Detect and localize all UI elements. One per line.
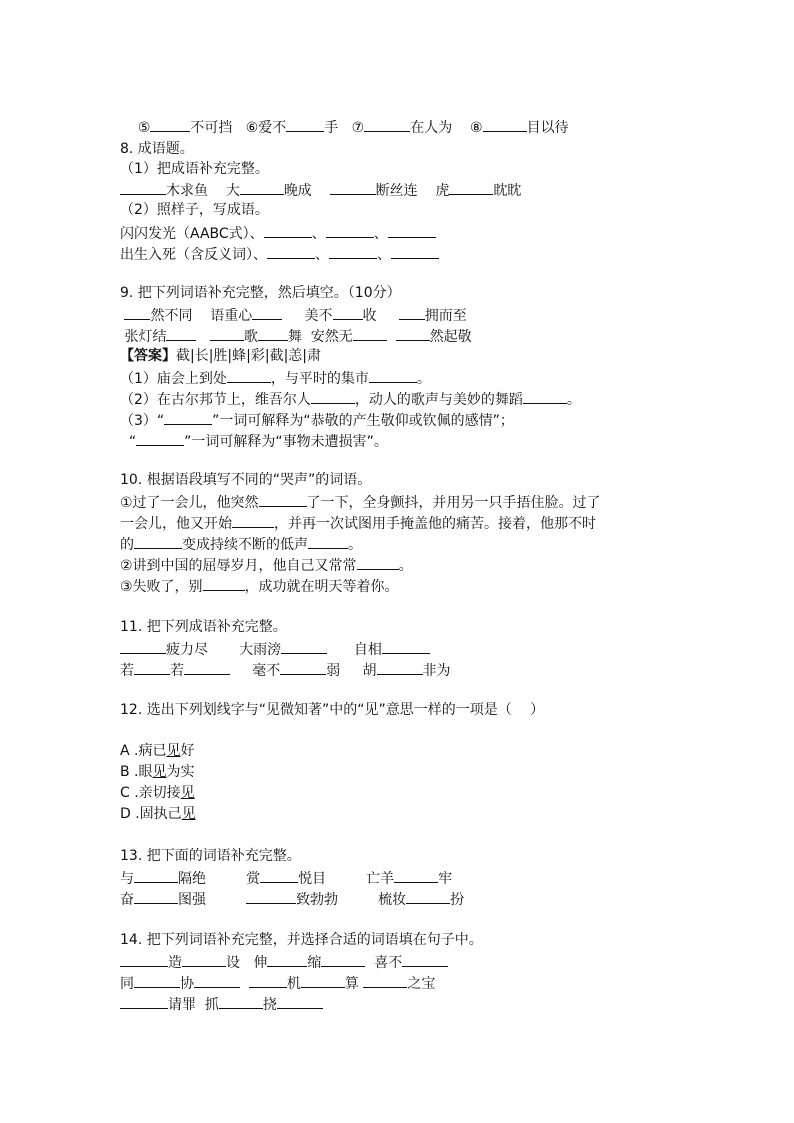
text: 算 xyxy=(344,976,359,992)
q9-line1 xyxy=(120,367,431,389)
blank[interactable] xyxy=(134,533,182,549)
blank[interactable] xyxy=(363,972,407,988)
blank[interactable] xyxy=(329,243,377,259)
q9-row1 xyxy=(120,304,467,326)
blank[interactable] xyxy=(210,325,244,341)
answer-label: 【答案】 xyxy=(120,348,176,364)
blank[interactable] xyxy=(259,491,307,507)
text: 了一下，全身颤抖，并用另一只手捂住脸。过了 xyxy=(306,495,601,511)
text: 伸 xyxy=(253,955,268,971)
blank[interactable] xyxy=(134,659,170,675)
blank[interactable] xyxy=(136,430,184,446)
q9-line3 xyxy=(120,409,514,431)
q8-row1 xyxy=(120,179,521,201)
text: 为实 xyxy=(166,764,195,780)
q14-row2 xyxy=(120,972,435,994)
text: 、 xyxy=(315,247,329,263)
q10-title: 10. 根据语段填写不同的“哭声”的词语。 xyxy=(120,472,372,488)
text: 一会儿，他又开始 xyxy=(120,516,232,532)
text: 。 xyxy=(398,558,413,574)
text: “ xyxy=(128,434,137,450)
text: 协 xyxy=(180,976,194,992)
text: A .病已 xyxy=(120,743,167,759)
blank[interactable] xyxy=(301,972,345,988)
text: 。 xyxy=(566,392,581,408)
blank[interactable] xyxy=(258,325,288,341)
text: D .固执己 xyxy=(120,806,182,822)
text: 毫不 xyxy=(252,663,281,679)
circle-7: ⑦ xyxy=(351,120,365,136)
circle-8: ⑧ xyxy=(470,120,483,136)
q13-title: 13. 把下面的词语补充完整。 xyxy=(120,848,301,864)
text: 扮 xyxy=(450,892,465,908)
text: （3）“ xyxy=(120,413,165,429)
blank[interactable] xyxy=(194,972,240,988)
text: 在人为 xyxy=(410,120,453,136)
text: C .亲切接 xyxy=(120,785,181,801)
blank[interactable] xyxy=(249,972,287,988)
blank[interactable] xyxy=(377,659,423,675)
q9-row2 xyxy=(120,325,472,347)
text: 、 xyxy=(311,226,326,242)
text: 安然无 xyxy=(310,329,353,345)
text: 致勃勃 xyxy=(296,892,339,908)
blank[interactable] xyxy=(382,638,430,654)
blank[interactable] xyxy=(523,388,567,404)
blank[interactable] xyxy=(394,867,438,883)
blank[interactable] xyxy=(182,951,226,967)
blank[interactable] xyxy=(134,867,178,883)
q9-line2 xyxy=(120,388,581,410)
blank[interactable] xyxy=(264,222,312,238)
blank[interactable] xyxy=(369,367,417,383)
q10-line2 xyxy=(120,512,596,534)
blank[interactable] xyxy=(120,179,166,195)
text: 非为 xyxy=(422,663,451,679)
q12-option-d[interactable] xyxy=(120,804,196,824)
blank[interactable] xyxy=(308,533,348,549)
blank[interactable] xyxy=(240,179,284,195)
blank[interactable] xyxy=(311,388,355,404)
text: 机 xyxy=(286,976,301,992)
blank[interactable] xyxy=(134,888,178,904)
blank[interactable] xyxy=(267,243,315,259)
text: ①过了一会儿，他突然 xyxy=(120,495,259,511)
text: 自相 xyxy=(353,642,382,658)
text: 造 xyxy=(168,955,182,971)
text: 隔绝 xyxy=(178,871,206,887)
q11-title: 11. 把下列成语补充完整。 xyxy=(120,619,287,635)
text: 疲力尽 xyxy=(166,642,208,658)
text: 缩 xyxy=(307,955,322,971)
text: ③失败了，别 xyxy=(120,579,203,595)
text: 语重心 xyxy=(210,308,253,324)
blank[interactable] xyxy=(252,304,282,320)
blank[interactable] xyxy=(326,222,374,238)
text: 牢 xyxy=(438,871,453,887)
text: 好 xyxy=(180,743,195,759)
blank[interactable] xyxy=(330,179,376,195)
blank[interactable] xyxy=(449,179,493,195)
answer-text: 截|长|胜|蜂|彩|截|恙|肃 xyxy=(176,348,322,364)
q12-option-a[interactable] xyxy=(120,741,194,761)
blank[interactable] xyxy=(286,116,324,132)
text: ，并再一次试图用手掩盖他的痛苦。接着，他那不时 xyxy=(274,516,596,532)
blank[interactable] xyxy=(203,575,245,591)
text: 喜不 xyxy=(374,955,403,971)
blank[interactable] xyxy=(267,951,307,967)
text: 大雨滂 xyxy=(239,642,282,658)
q10-line1 xyxy=(120,491,601,513)
q14-title: 14. 把下列词语补充完整，并选择合适的词语填在句子中。 xyxy=(120,932,483,948)
text: 。 xyxy=(416,371,431,387)
blank[interactable] xyxy=(134,972,180,988)
text: 、 xyxy=(377,247,391,263)
q12-title: 12. 选出下列划线字与“见微知著”中的“见”意思一样的一项是（ ） xyxy=(120,702,545,718)
blank[interactable] xyxy=(321,951,365,967)
q9-line4 xyxy=(120,430,388,452)
text: 虎 xyxy=(435,183,450,199)
text: 木求鱼 xyxy=(166,183,208,199)
text: B .眼 xyxy=(120,764,153,780)
underlined-char: 见 xyxy=(166,743,181,759)
text: ，动人的歌声与美妙的舞蹈 xyxy=(354,392,523,408)
blank[interactable] xyxy=(388,222,436,238)
blank[interactable] xyxy=(164,409,212,425)
q11-row1 xyxy=(120,638,430,660)
text: ”一词可解释为“事物未遭损害”。 xyxy=(184,434,388,450)
blank[interactable] xyxy=(280,659,326,675)
underlined-char: 见 xyxy=(181,806,196,822)
text: ，与平时的集市 xyxy=(270,371,369,387)
q12-option-b[interactable] xyxy=(120,762,195,782)
text: 胡 xyxy=(362,663,377,679)
text: （1）庙会上到处 xyxy=(120,371,227,387)
text: 。 xyxy=(348,537,362,553)
blank[interactable] xyxy=(232,512,274,528)
blank[interactable] xyxy=(396,325,430,341)
text: 然不同 xyxy=(150,308,193,324)
text: 的 xyxy=(120,537,134,553)
q10-line4 xyxy=(120,554,413,576)
q11-row2 xyxy=(120,659,451,681)
text: 美不 xyxy=(304,308,333,324)
blank[interactable] xyxy=(219,993,263,1009)
q9-answer xyxy=(120,346,321,366)
q8-ex2 xyxy=(120,243,439,265)
blank[interactable] xyxy=(166,325,196,341)
q10-line3 xyxy=(120,533,362,555)
circle-5: ⑤ xyxy=(137,120,151,136)
blank[interactable] xyxy=(402,951,448,967)
text: 变成持续不断的低声 xyxy=(182,537,308,553)
text: 不可挡 xyxy=(190,120,233,136)
text: 与 xyxy=(120,871,134,887)
blank[interactable] xyxy=(353,325,387,341)
blank[interactable] xyxy=(399,304,425,320)
text: 若 xyxy=(120,663,134,679)
q10-line5 xyxy=(120,575,399,597)
text: 亡羊 xyxy=(366,871,395,887)
text: （2）在古尔邦节上，维吾尔人 xyxy=(120,392,311,408)
text: 、 xyxy=(373,226,388,242)
blank[interactable] xyxy=(184,659,230,675)
q8-sub2: （2）照样子，写成语。 xyxy=(120,202,269,218)
blank[interactable] xyxy=(277,993,323,1009)
text: 奋 xyxy=(120,892,134,908)
text: 舞 xyxy=(287,329,302,345)
q14-row3 xyxy=(120,993,323,1015)
text: 若 xyxy=(170,663,184,679)
blank[interactable] xyxy=(406,888,450,904)
text: 闪闪发光（AABC式）、 xyxy=(120,226,264,242)
text: 同 xyxy=(120,976,134,992)
q13-row2 xyxy=(120,888,464,910)
blank[interactable] xyxy=(333,304,363,320)
underlined-char: 见 xyxy=(180,785,195,801)
q12-option-c[interactable] xyxy=(120,783,195,803)
blank[interactable] xyxy=(120,993,168,1009)
q8-sub1: （1）把成语补充完整。 xyxy=(120,161,269,177)
blank[interactable] xyxy=(260,867,298,883)
text: 悦目 xyxy=(298,871,327,887)
text: 拥而至 xyxy=(424,308,467,324)
blank[interactable] xyxy=(246,888,296,904)
q8-title: 8. 成语题。 xyxy=(120,141,194,157)
text: 挠 xyxy=(262,997,277,1013)
text: ②讲到中国的屈辱岁月，他自己又常常 xyxy=(120,558,357,574)
text: 赏 xyxy=(246,871,261,887)
text: ”一词可解释为“恭敬的产生敬仰或钦佩的感情”； xyxy=(212,413,514,429)
text: 图强 xyxy=(178,892,206,908)
underlined-char: 见 xyxy=(152,764,167,780)
text: 设 xyxy=(226,955,240,971)
text: 断丝连 xyxy=(375,183,418,199)
blank[interactable] xyxy=(281,638,327,654)
text: 之宝 xyxy=(407,976,436,992)
text: 手 xyxy=(324,120,339,136)
text: ⑥爱不 xyxy=(245,120,287,136)
blank[interactable] xyxy=(357,554,399,570)
text: ，成功就在明天等着你。 xyxy=(244,579,399,595)
text: 晚成 xyxy=(283,183,312,199)
text: 抓 xyxy=(204,997,219,1013)
text: 目以待 xyxy=(526,120,569,136)
text: 收 xyxy=(362,308,377,324)
blank[interactable] xyxy=(120,638,166,654)
blank[interactable] xyxy=(227,367,271,383)
text: 请罪 xyxy=(168,997,196,1013)
text: 然起敬 xyxy=(429,329,472,345)
text: 张灯结 xyxy=(124,329,167,345)
text: 大 xyxy=(225,183,240,199)
text: 歌 xyxy=(243,329,258,345)
blank[interactable] xyxy=(124,304,150,320)
q9-title: 9. 把下列词语补充完整，然后填空。（10分） xyxy=(120,285,401,301)
blank[interactable] xyxy=(364,116,410,132)
text: 梳妆 xyxy=(378,892,407,908)
blank[interactable] xyxy=(483,116,527,132)
q8-ex1 xyxy=(120,222,436,244)
q13-row1 xyxy=(120,867,452,889)
text: 出生入死（含反义词）、 xyxy=(120,247,267,263)
blank[interactable] xyxy=(120,951,168,967)
blank[interactable] xyxy=(391,243,439,259)
text: 眈眈 xyxy=(493,183,522,199)
blank[interactable] xyxy=(150,116,190,132)
q14-row1 xyxy=(120,951,448,973)
text: 弱 xyxy=(326,663,341,679)
